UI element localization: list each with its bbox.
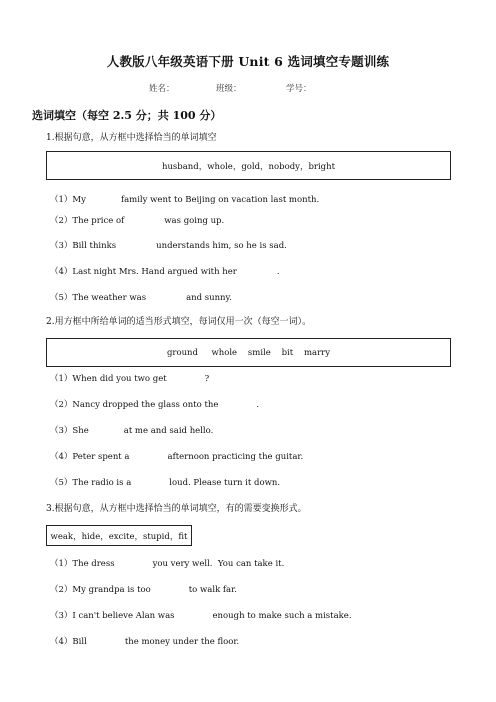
item-text-after: to walk far. bbox=[188, 585, 237, 595]
item-text-after: understands him, so he is sad. bbox=[156, 241, 287, 251]
item-text-before: The weather was bbox=[72, 293, 147, 303]
item-text-after: . bbox=[276, 267, 280, 277]
question-3-word-box bbox=[46, 525, 192, 546]
item-number: （1） bbox=[50, 559, 73, 569]
section-heading: 选词填空（每空 2.5 分；共 100 分） bbox=[32, 109, 222, 122]
item-number: （1） bbox=[50, 195, 73, 205]
item-number: （3） bbox=[50, 426, 73, 436]
item-number: （2） bbox=[50, 400, 73, 410]
item-text-after: the money under the floor. bbox=[124, 637, 240, 647]
item-text-before: My grandpa is too bbox=[72, 585, 151, 595]
question-3-heading: 3.根据句意，从方框中选择恰当的单词填空，有的需要变换形式。 bbox=[46, 504, 307, 514]
item-number: （5） bbox=[50, 293, 73, 303]
question-2-heading: 2.用方框中所给单词的适当形式填空，每词仅用一次（每空一词）。 bbox=[46, 317, 312, 327]
item-text-before: The dress bbox=[72, 559, 115, 569]
q1-item-4 bbox=[50, 265, 280, 277]
q2-item-1 bbox=[50, 372, 209, 384]
item-text-after: you very well. You can take it. bbox=[152, 559, 285, 569]
student-id-label: 学号： bbox=[286, 84, 312, 94]
question-1-word-list: husband，whole，gold，nobody，bright bbox=[161, 161, 336, 172]
q1-item-1 bbox=[50, 193, 319, 205]
item-text-before: Peter spent a bbox=[72, 452, 130, 462]
item-text-before: My bbox=[72, 195, 86, 205]
q2-item-3 bbox=[50, 424, 213, 436]
item-text-before: She bbox=[72, 426, 89, 436]
q3-item-1 bbox=[50, 557, 284, 569]
item-text-after: at me and said hello. bbox=[123, 426, 214, 436]
q1-item-3 bbox=[50, 239, 287, 251]
question-1-word-box bbox=[46, 151, 451, 180]
item-text-before: I can't believe Alan was bbox=[72, 611, 175, 621]
q2-item-2 bbox=[50, 398, 259, 410]
item-number: （4） bbox=[50, 267, 73, 277]
item-text-before: Last night Mrs. Hand argued with her bbox=[72, 267, 237, 277]
page-title: 人教版八年级英语下册 Unit 6 选词填空专题训练 bbox=[106, 54, 390, 69]
item-text-before: Bill thinks bbox=[72, 241, 117, 251]
item-text-before: Bill bbox=[72, 637, 87, 647]
question-3-word-list: weak，hide，excite，stupid，fit bbox=[50, 531, 188, 542]
item-number: （2） bbox=[50, 216, 73, 226]
q3-item-3 bbox=[50, 609, 352, 621]
item-text-before: When did you two get bbox=[72, 374, 167, 384]
item-text-before: Nancy dropped the glass onto the bbox=[72, 400, 219, 410]
item-number: （1） bbox=[50, 374, 73, 384]
question-2-word-list: ground whole smile bit marry bbox=[166, 347, 331, 358]
question-2-word-box bbox=[46, 338, 451, 367]
q1-item-2 bbox=[50, 214, 224, 226]
class-label: 班级： bbox=[216, 84, 242, 94]
item-number: （4） bbox=[50, 452, 73, 462]
item-text-after: was going up. bbox=[164, 216, 225, 226]
item-text-after: family went to Beijing on vacation last month. bbox=[120, 195, 320, 205]
item-text-after: loud. Please turn it down. bbox=[169, 478, 281, 488]
question-1-heading: 1.根据句意，从方框中选择恰当的单词填空 bbox=[46, 133, 217, 143]
q1-item-5 bbox=[50, 291, 232, 303]
q2-item-5 bbox=[50, 476, 280, 488]
item-text-before: The price of bbox=[72, 216, 125, 226]
item-text-before: The radio is a bbox=[72, 478, 132, 488]
q2-item-4 bbox=[50, 450, 303, 462]
item-number: （3） bbox=[50, 241, 73, 251]
q3-item-4 bbox=[50, 635, 239, 647]
item-number: （2） bbox=[50, 585, 73, 595]
item-text-after: enough to make such a mistake. bbox=[212, 611, 352, 621]
item-number: （3） bbox=[50, 611, 73, 621]
item-text-after: ? bbox=[204, 374, 210, 384]
item-number: （5） bbox=[50, 478, 73, 488]
item-text-after: afternoon practicing the guitar. bbox=[167, 452, 304, 462]
item-text-after: and sunny. bbox=[186, 293, 232, 303]
item-text-after: . bbox=[256, 400, 260, 410]
q3-item-2 bbox=[50, 583, 237, 595]
name-label: 姓名： bbox=[149, 84, 175, 94]
item-number: （4） bbox=[50, 637, 73, 647]
